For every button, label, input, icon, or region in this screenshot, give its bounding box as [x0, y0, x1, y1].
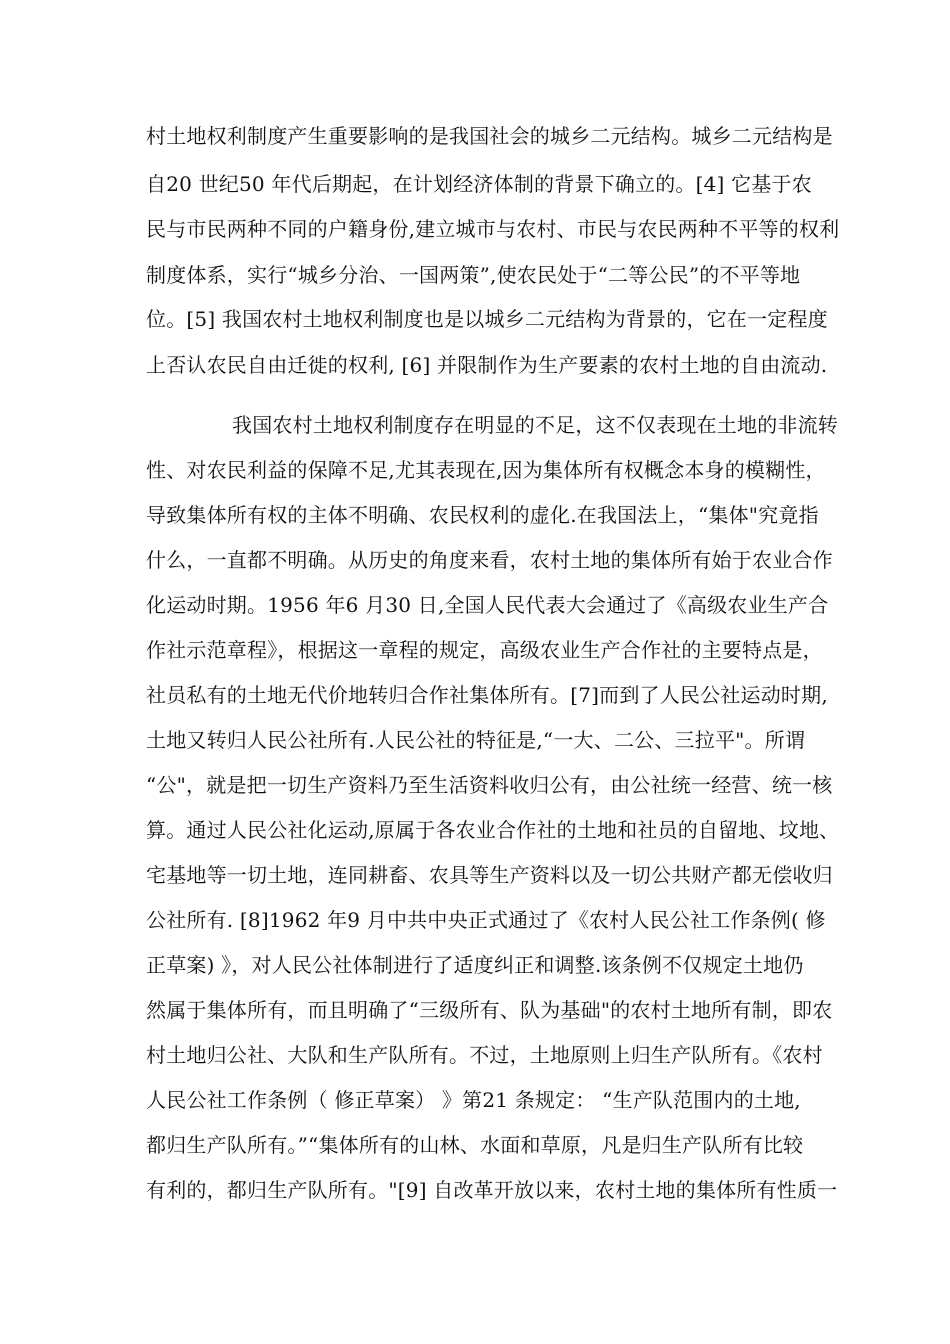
text-line: 都归生产队所有。”“集体所有的山林、水面和草原，凡是归生产队所有比较: [146, 1133, 804, 1157]
text-line: 制度体系，实行“城乡分治、一国两策”,使农民处于“二等公民”的不平等地: [146, 263, 801, 287]
text-line: 公社所有. [8]1962 年9 月中共中央正式通过了《农村人民公社工作条例( 修: [146, 908, 826, 932]
text-line: 村土地权利制度产生重要影响的是我国社会的城乡二元结构。城乡二元结构是: [146, 124, 833, 148]
text-line: 有利的，都归生产队所有。"[9] 自改革开放以来，农村土地的集体所有性质一: [146, 1178, 838, 1202]
text-line: “公"，就是把一切生产资料乃至生活资料收归公有，由公社统一经营、统一核: [146, 773, 833, 797]
text-line: 正草案) 》，对人民公社体制进行了适度纠正和调整.该条例不仅规定土地仍: [146, 953, 804, 977]
text-line: 位。[5] 我国农村土地权利制度也是以城乡二元结构为背景的，它在一定程度: [146, 307, 828, 331]
text-line: 上否认农民自由迁徙的权利, [6] 并限制作为生产要素的农村土地的自由流动.: [146, 353, 828, 377]
text-line: 作社示范章程》，根据这一章程的规定，高级农业生产合作社的主要特点是，: [146, 638, 823, 662]
text-line: 化运动时期。1956 年6 月30 日,全国人民代表大会通过了《高级农业生产合: [146, 593, 829, 617]
text-line: 自20 世纪50 年代后期起，在计划经济体制的背景下确立的。[4] 它基于农: [146, 172, 812, 196]
text-line: 社员私有的土地无代价地转归合作社集体所有。[7]而到了人民公社运动时期,: [146, 683, 828, 707]
text-line: 算。通过人民公社化运动,原属于各农业合作社的土地和社员的自留地、坟地、: [146, 818, 840, 842]
text-line: 民与市民两种不同的户籍身份,建立城市与农村、市民与农民两种不平等的权利: [146, 217, 840, 241]
text-line: 什么，一直都不明确。从历史的角度来看，农村土地的集体所有始于农业合作: [146, 548, 833, 572]
text-line: 土地又转归人民公社所有.人民公社的特征是,“一大、二公、三拉平"。所谓: [146, 728, 806, 752]
text-line: 村土地归公社、大队和生产队所有。不过，土地原则上归生产队所有。《农村: [146, 1043, 823, 1067]
text-line: 人民公社工作条例（ 修正草案） 》第21 条规定： “生产队范围内的土地,: [146, 1088, 801, 1112]
text-line: 然属于集体所有，而且明确了“三级所有、队为基础"的农村土地所有制，即农: [146, 998, 833, 1022]
paragraph-first-line: 我国农村土地权利制度存在明显的不足，这不仅表现在土地的非流转: [232, 413, 838, 437]
text-line: 性、对农民利益的保障不足,尤其表现在,因为集体所有权概念本身的模糊性，: [146, 458, 826, 482]
text-line: 导致集体所有权的主体不明确、农民权利的虚化.在我国法上，“集体"究竟指: [146, 503, 819, 527]
text-line: 宅基地等一切土地，连同耕畜、农具等生产资料以及一切公共财产都无偿收归: [146, 863, 833, 887]
